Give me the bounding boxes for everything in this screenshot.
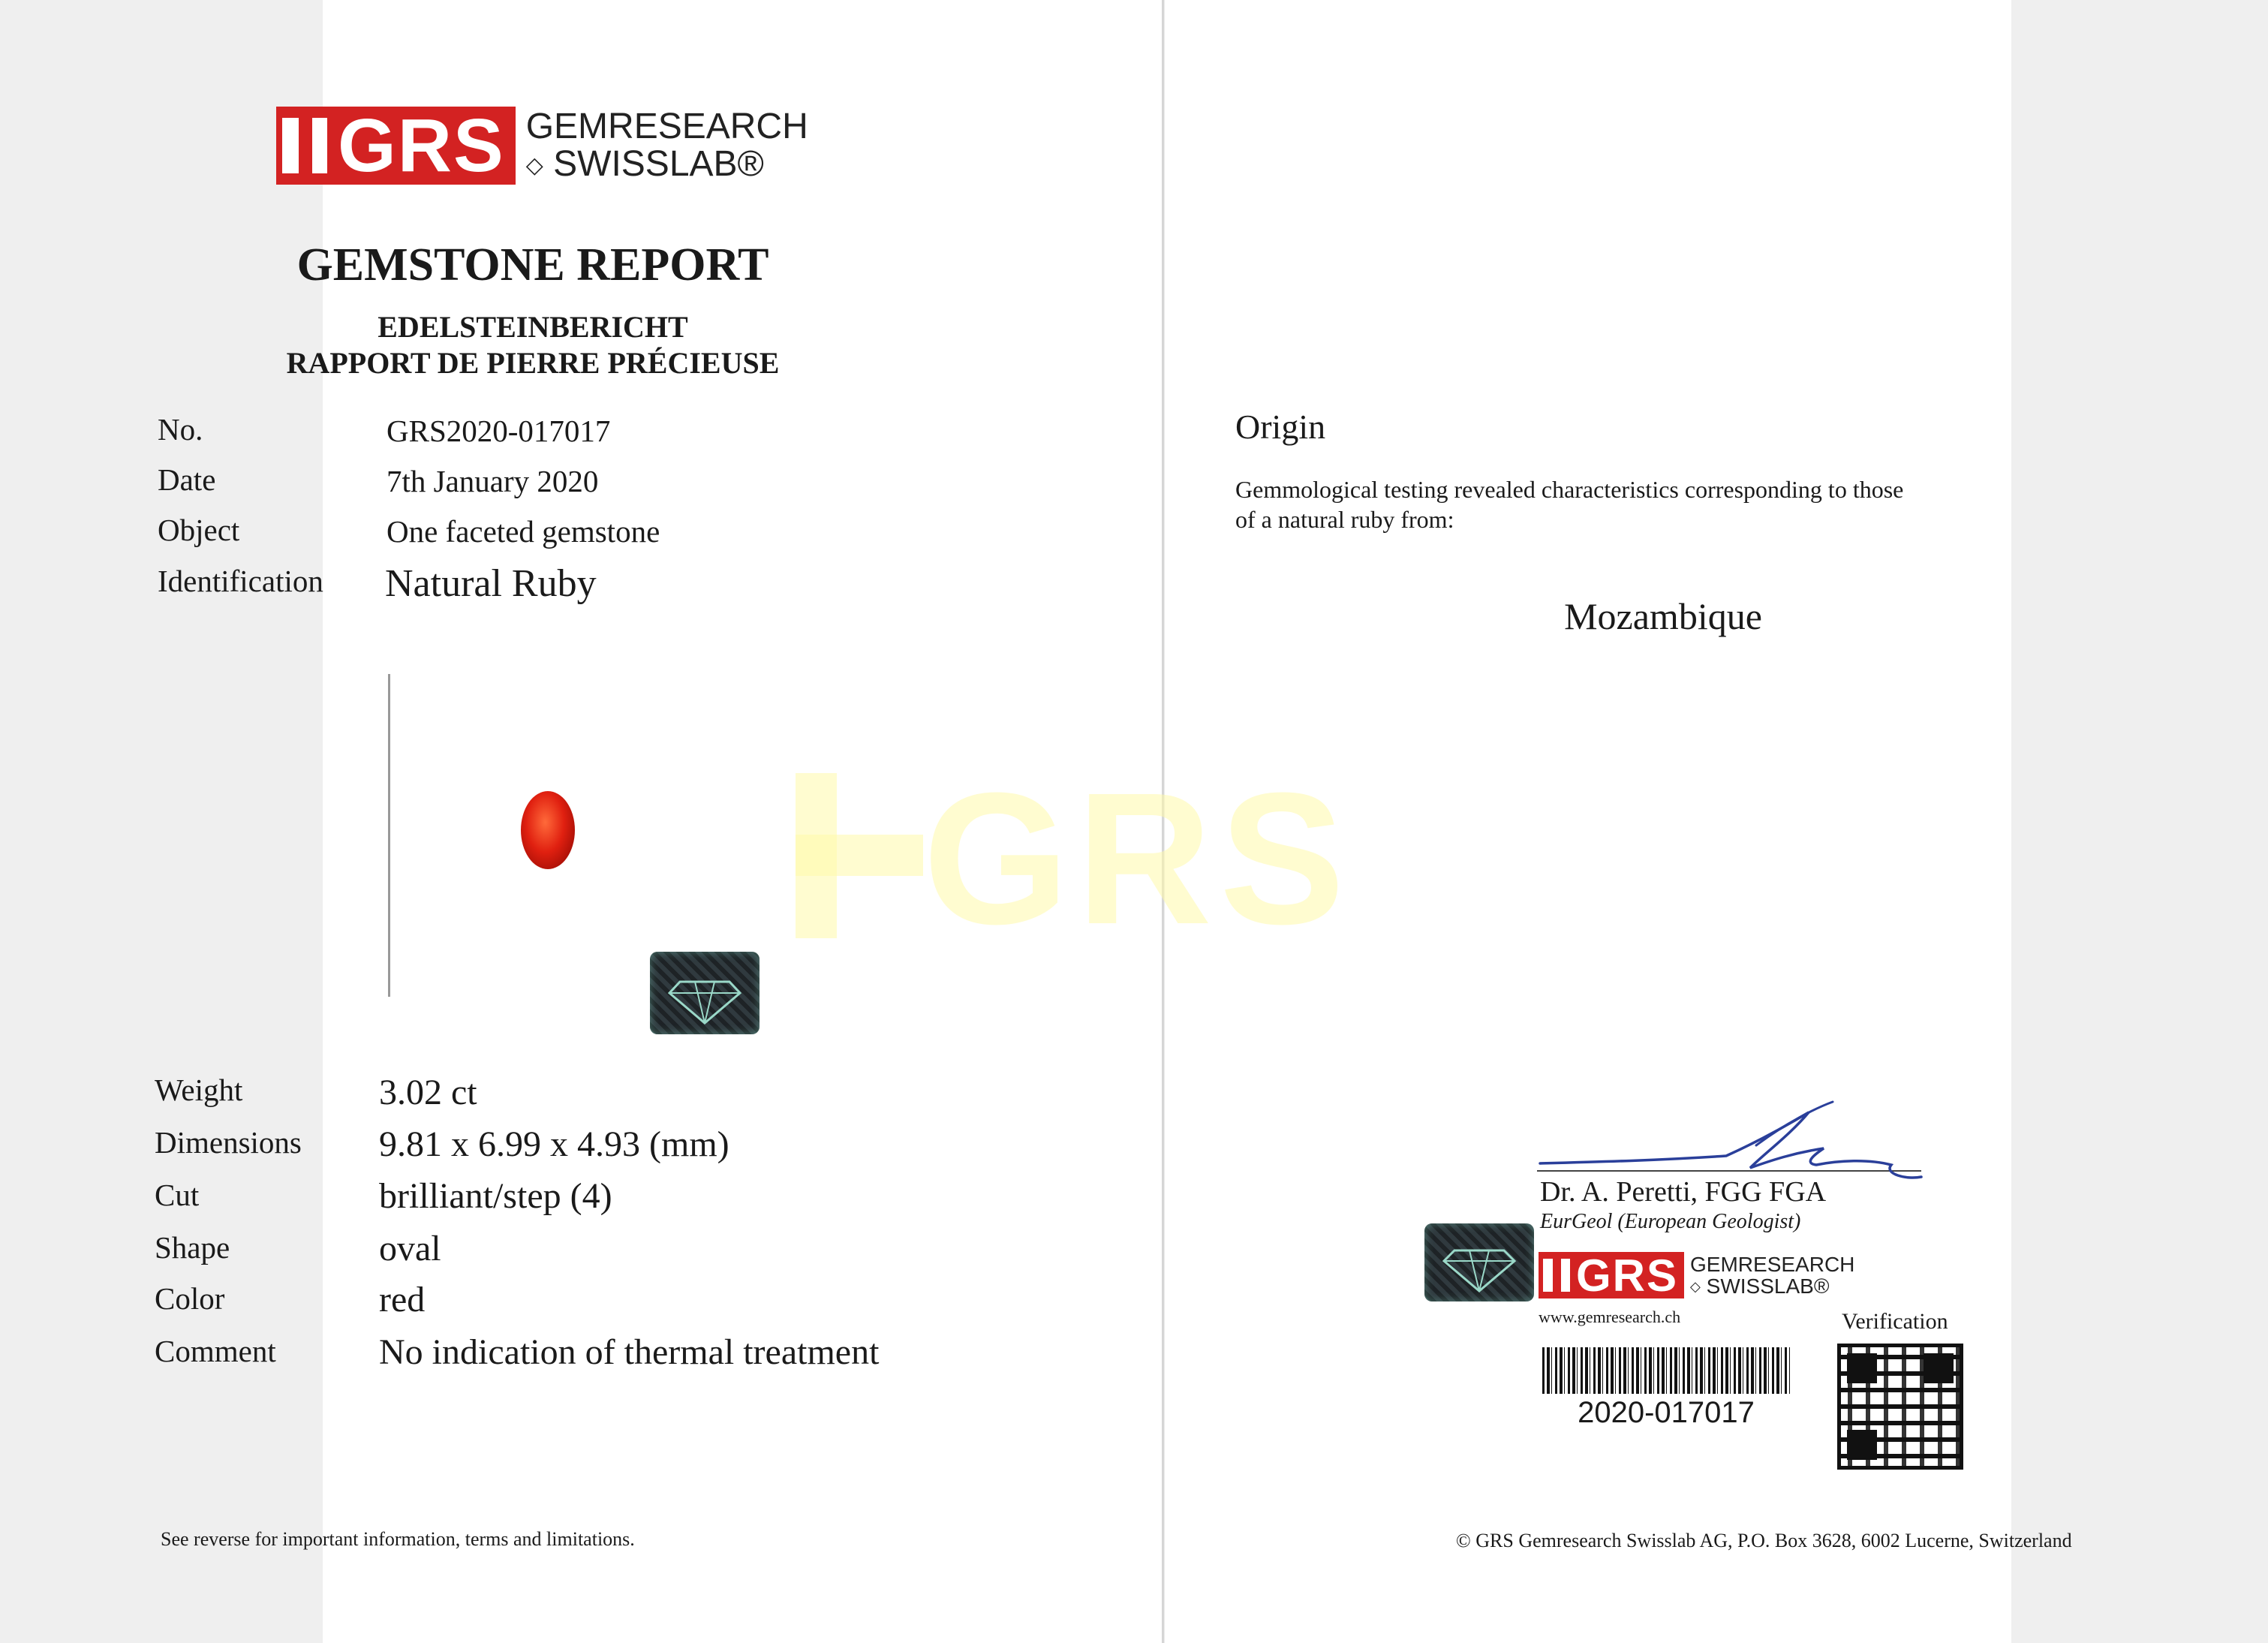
ruby-gem xyxy=(521,791,575,869)
barcode xyxy=(1542,1347,1790,1394)
grs-logo-small xyxy=(1539,1250,1855,1301)
field-label-color: Color xyxy=(155,1281,225,1316)
shadow-strip-right xyxy=(2011,0,2268,1643)
field-value-comment: No indication of thermal treatment xyxy=(379,1332,880,1372)
diamond-icon: ◇ xyxy=(525,153,543,178)
origin-text-line1: Gemmological testing revealed characteristics corresponding to those xyxy=(1235,476,1904,503)
field-label-no: No. xyxy=(158,412,203,447)
field-value-object: One faceted gemstone xyxy=(387,514,660,549)
field-label-identification: Identification xyxy=(158,564,323,598)
grs-watermark: GRS xyxy=(796,751,1352,966)
logo-line1-small: GEMRESEARCH xyxy=(1690,1252,1855,1276)
origin-country: Mozambique xyxy=(1564,595,1762,637)
logo-line2: SWISSLAB® xyxy=(553,144,764,184)
field-value-identification: Natural Ruby xyxy=(385,562,597,605)
report-title: GEMSTONE REPORT xyxy=(296,239,769,290)
grs-logo xyxy=(276,103,808,188)
field-value-shape: oval xyxy=(379,1229,441,1268)
origin-heading: Origin xyxy=(1235,408,1326,446)
field-label-dimensions: Dimensions xyxy=(155,1125,302,1160)
logo-mark-text: GRS xyxy=(338,103,505,188)
gem-photo xyxy=(388,674,708,997)
logo-mark-text-small: GRS xyxy=(1576,1250,1679,1301)
footer-copyright: © GRS Gemresearch Swisslab AG, P.O. Box 3628, 6002 Lucerne, Switzerland xyxy=(1456,1530,2072,1551)
footer-note-left: See reverse for important information, terms and limitations. xyxy=(161,1528,635,1550)
field-label-shape: Shape xyxy=(155,1230,230,1265)
logo-words-small xyxy=(1690,1253,1854,1298)
origin-text-line2: of a natural ruby from: xyxy=(1235,506,1454,533)
report-subtitle-fr: RAPPORT DE PIERRE PRÉCIEUSE xyxy=(286,346,780,380)
report-subtitle-de: EDELSTEINBERICHT xyxy=(377,310,688,344)
field-label-object: Object xyxy=(158,513,240,547)
field-label-cut: Cut xyxy=(155,1178,200,1212)
signature-drawing xyxy=(1531,1096,1936,1186)
logo-mark-box xyxy=(276,103,516,188)
field-value-date: 7th January 2020 xyxy=(387,464,599,498)
logo-words xyxy=(526,108,808,184)
diamond-icon: ◇ xyxy=(1690,1279,1701,1294)
field-label-date: Date xyxy=(158,462,216,497)
field-label-comment: Comment xyxy=(155,1334,276,1368)
logo-mark-box-small xyxy=(1539,1250,1684,1301)
signatory-name: Dr. A. Peretti, FGG FGA xyxy=(1540,1176,1827,1208)
swiss-cross-icon xyxy=(282,118,327,173)
website-link[interactable]: www.gemresearch.ch xyxy=(1539,1307,1681,1326)
signatory-title: EurGeol (European Geologist) xyxy=(1540,1210,1801,1233)
logo-line2-small-wrap xyxy=(1690,1275,1854,1297)
field-value-no: GRS2020-017017 xyxy=(387,414,611,448)
verification-label: Verification xyxy=(1842,1309,1948,1334)
logo-line1: GEMRESEARCH xyxy=(525,106,808,146)
hologram-icon xyxy=(1424,1223,1534,1301)
field-label-weight: Weight xyxy=(155,1073,243,1107)
field-value-weight: 3.02 ct xyxy=(379,1073,477,1112)
logo-line2-wrap xyxy=(526,146,808,183)
field-value-dimensions: 9.81 x 6.99 x 4.93 (mm) xyxy=(379,1124,729,1164)
hologram-icon xyxy=(650,952,760,1034)
barcode-number: 2020-017017 xyxy=(1578,1396,1755,1429)
field-value-cut: brilliant/step (4) xyxy=(379,1176,612,1216)
swiss-cross-icon xyxy=(1543,1259,1570,1292)
field-value-color: red xyxy=(379,1280,426,1320)
logo-line2-small: SWISSLAB® xyxy=(1706,1274,1830,1298)
qr-code[interactable] xyxy=(1837,1344,1963,1470)
